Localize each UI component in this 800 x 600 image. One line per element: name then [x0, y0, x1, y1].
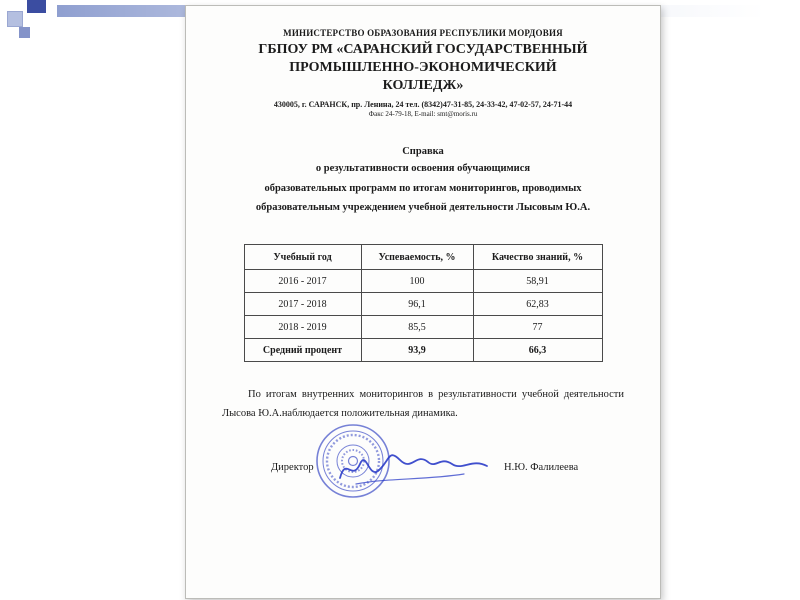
- decor-square-light: [7, 11, 23, 27]
- table-row: [244, 316, 602, 339]
- table-cell: 93,9: [361, 339, 473, 362]
- director-label: Директор: [271, 462, 314, 473]
- director-name: Н.Ю. Фалилеева: [504, 462, 579, 473]
- address-line: 430005, г. САРАНСК, пр. Ленина, 24 тел. (8342)47-31-85, 24-33-42, 47-02-57, 24-71-44: [273, 99, 573, 109]
- table-cell: 2016 - 2017: [244, 270, 361, 293]
- table-header-cell: Качество знаний, %: [473, 245, 602, 270]
- table-row: [244, 293, 602, 316]
- conclusion-paragraph: По итогам внутренних мониторингов в результативности учебной деятельности Лысова Ю.А.наблюдается положительная динамика.: [222, 389, 624, 420]
- decor-square-dark: [27, 0, 46, 13]
- table-cell: 66,3: [473, 339, 602, 362]
- subtitle-line: образовательным учреждением учебной деятельности Лысовым Ю.А.: [255, 202, 591, 214]
- table-cell: 96,1: [361, 293, 473, 316]
- table-cell: 77: [473, 316, 602, 339]
- results-table: [244, 244, 603, 362]
- signature: [336, 444, 491, 492]
- table-cell: 85,5: [361, 316, 473, 339]
- document-title: Справка: [402, 145, 444, 157]
- table-cell: 62,83: [473, 293, 602, 316]
- table-cell: Средний процент: [244, 339, 361, 362]
- ministry-line: МИНИСТЕРСТВО ОБРАЗОВАНИЯ РЕСПУБЛИКИ МОРДОВИЯ: [283, 28, 563, 38]
- table-row-average: [244, 339, 602, 362]
- college-name: ГБПОУ РМ «САРАНСКИЙ ГОСУДАРСТВЕННЫЙ ПРОМЫШЛЕННО-ЭКОНОМИЧЕСКИЙ КОЛЛЕДЖ»: [258, 42, 588, 94]
- subtitle-line: образовательных программ по итогам мониторингов, проводимых: [264, 182, 582, 194]
- contacts-line: Факс 24-79-18, E-mail: smt@moris.ru: [368, 109, 478, 118]
- subtitle-line: о результативности освоения обучающимися: [315, 162, 531, 174]
- table-cell: 2017 - 2018: [244, 293, 361, 316]
- table-header-cell: Учебный год: [244, 245, 361, 270]
- table-header-row: [244, 245, 602, 270]
- scanned-document: [185, 5, 661, 599]
- table-cell: 58,91: [473, 270, 602, 293]
- document-subtitle: [186, 159, 660, 219]
- table-header-cell: Успеваемость, %: [361, 245, 473, 270]
- table-cell: 2018 - 2019: [244, 316, 361, 339]
- document-header: [186, 6, 660, 118]
- table-cell: 100: [361, 270, 473, 293]
- table-row: [244, 270, 602, 293]
- decor-square-small: [19, 27, 30, 38]
